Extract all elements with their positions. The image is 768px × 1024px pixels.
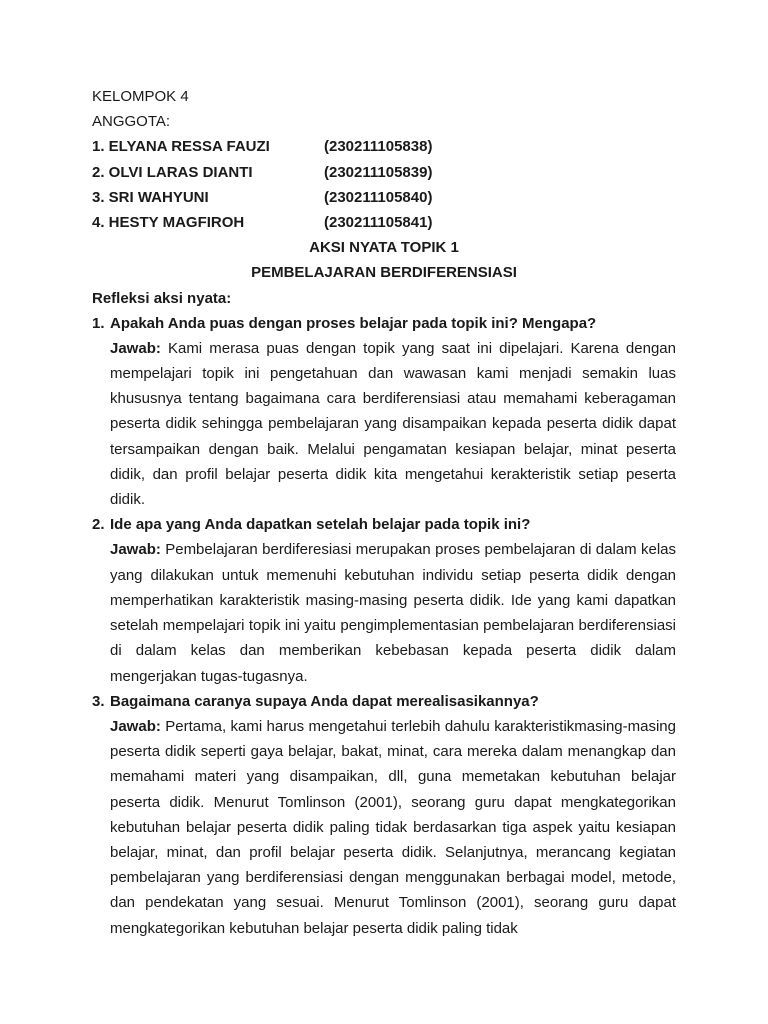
document-page: [92, 84, 676, 941]
member-name: 4. HESTY MAGFIROH: [92, 213, 245, 231]
answer-label: Jawab:: [110, 717, 161, 735]
question-row: [92, 512, 676, 537]
question-text: Ide apa yang Anda dapatkan setelah belajar pada topik ini?: [110, 516, 531, 534]
member-nim: (230211105839): [324, 163, 433, 181]
member-nim: (230211105841): [324, 213, 433, 231]
question-row: [92, 689, 676, 714]
answer-text: Pertama, kami harus mengetahui terlebih dahulu karakteristikmasing-masing peserta didik seperti gaya belajar, bakat, minat, cara mereka dalam menangkap dan memahami materi yang disampaikan, dll, guna memetakan kebutuhan belajar peserta didik. Menurut Tomlinson (2001), seorang guru dapat mengkategorikan kebutuhan belajar peserta didik paling tidak berdasarkan tiga aspek yaitu kesiapan belajar, minat, dan profil belajar peserta didik. Selanjutnya, merancang kegiatan pembelajaran yang berdiferensiasi dengan menggunakan berbagai model, metode, dan pendekatan yang sesuai. Menurut Tomlinson (2001), seorang guru dapat mengkategorikan kebutuhan belajar peserta didik paling tidak: [110, 717, 676, 937]
question-number: 1.: [92, 314, 105, 332]
heading-line-2: PEMBELAJARAN BERDIFERENSIASI: [251, 264, 517, 282]
question-number: 3.: [92, 692, 105, 710]
answer-paragraph: [110, 336, 676, 512]
group-title: KELOMPOK 4: [92, 88, 189, 105]
member-row: [92, 210, 676, 235]
member-row: [92, 160, 676, 185]
member-name: 3. SRI WAHYUNI: [92, 188, 209, 206]
answer-text: Kami merasa puas dengan topik yang saat ini dipelajari. Karena dengan mempelajari topik ini pengetahuan dan wawasan kami menjadi semakin luas khususnya tentang bagaimana cara berdiferensiasi atau memahami keberagaman peserta didik sehingga pembelajaran yang disampaikan kepada peserta didik dapat tersampaikan dengan baik. Melalui pengamatan kesiapan belajar, minat peserta didik, dan profil belajar peserta didik kita mengetahui kerakteristik setiap peserta didik.: [110, 339, 676, 509]
answer-label: Jawab:: [110, 541, 161, 559]
question-text: Apakah Anda puas dengan proses belajar pada topik ini? Mengapa?: [110, 314, 597, 332]
answer-label: Jawab:: [110, 339, 161, 357]
heading-line-1: AKSI NYATA TOPIK 1: [309, 239, 459, 257]
question-text: Bagaimana caranya supaya Anda dapat merealisasikannya?: [110, 692, 539, 710]
answer-paragraph: [110, 714, 676, 941]
answer-text: Pembelajaran berdiferesiasi merupakan proses pembelajaran di dalam kelas yang dilakukan untuk memenuhi kebutuhan individu setiap peserta didik dengan memperhatikan karakteristik masing-masing peserta didik. Ide yang kami dapatkan setelah mempelajari topik ini yaitu pengimplementasian pembelajaran berdiferensiasi di dalam kelas dan memberikan kebebasan kepada peserta didik dalam mengerjakan tugas-tugasnya.: [110, 541, 676, 685]
question-row: [92, 311, 676, 336]
member-row: [92, 134, 676, 159]
answer-paragraph: [110, 537, 676, 688]
members-label: ANGGOTA:: [92, 113, 171, 131]
member-nim: (230211105838): [324, 138, 433, 156]
reflection-label: Refleksi aksi nyata:: [92, 289, 232, 307]
member-nim: (230211105840): [324, 188, 433, 206]
member-name: 2. OLVI LARAS DIANTI: [92, 163, 253, 181]
member-row: [92, 185, 676, 210]
member-name: 1. ELYANA RESSA FAUZI: [92, 138, 270, 156]
question-number: 2.: [92, 516, 105, 534]
